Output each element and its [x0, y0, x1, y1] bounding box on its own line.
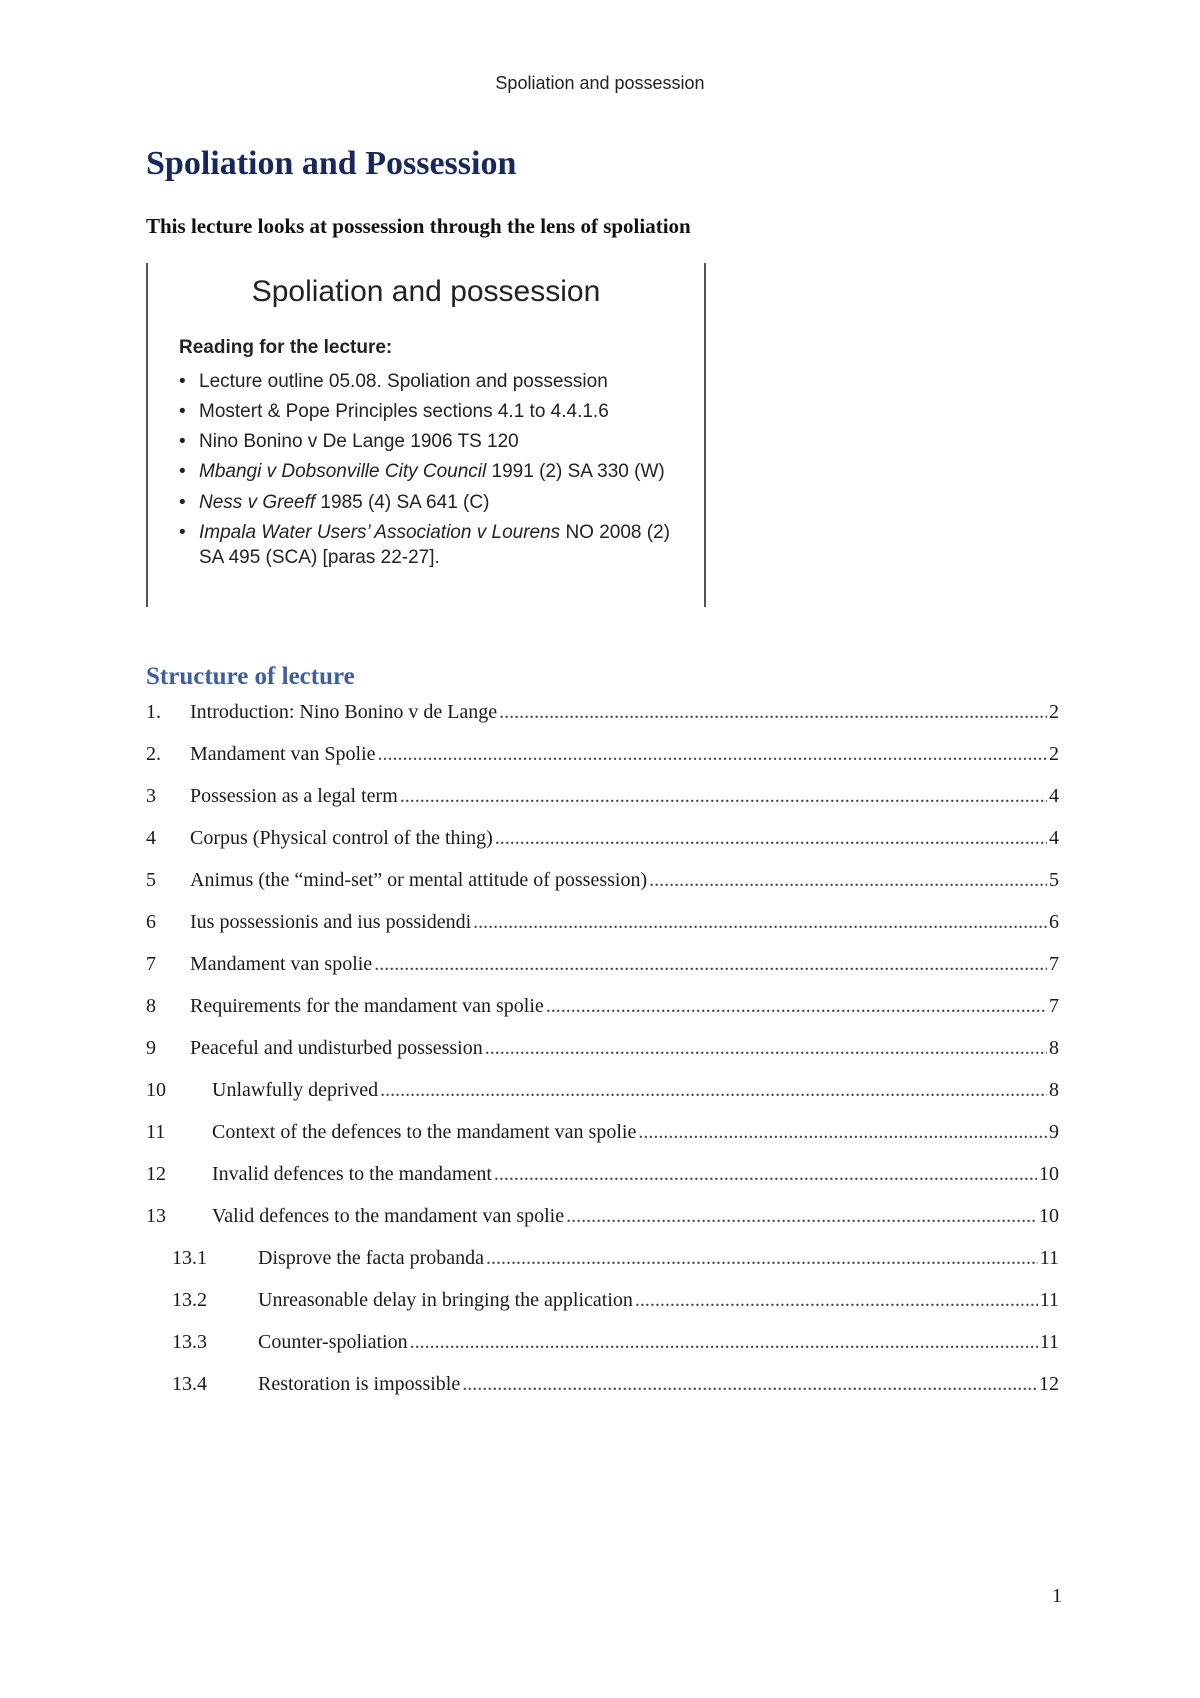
reading-item: • Mbangi v Dobsonville City Council 1991 (2) SA 330 (W) — [179, 459, 679, 484]
toc-subentry[interactable]: 13.3 Counter-spoliation ..... 11 — [146, 1327, 1059, 1357]
document-subtitle: This lecture looks at possession through the lens of spoliation — [146, 214, 691, 238]
toc-entry[interactable]: 8 Requirements for the mandament van spolie ..... 7 — [146, 991, 1059, 1021]
toc-subentry[interactable]: 13.2 Unreasonable delay in bringing the application ..... 11 — [146, 1285, 1059, 1315]
toc-entry[interactable]: 12 Invalid defences to the mandament ..... 10 — [146, 1159, 1059, 1189]
toc-subentry[interactable]: 13.1 Disprove the facta probanda ..... 11 — [146, 1243, 1059, 1273]
toc-entry[interactable]: 10 Unlawfully deprived ..... 8 — [146, 1075, 1059, 1105]
toc-heading: Structure of lecture — [146, 663, 355, 690]
slide-title: Spoliation and possession — [251, 275, 601, 308]
reading-item: • Mostert & Pope Principles sections 4.1 to 4.4.1.6 — [179, 399, 679, 424]
reading-item: • Nino Bonino v De Lange 1906 TS 120 — [179, 429, 679, 454]
reading-item: • Ness v Greeff 1985 (4) SA 641 (C) — [179, 490, 679, 515]
reading-item: • Impala Water Users’ Association v Lourens NO 2008 (2) SA 495 (SCA) [paras 22-27]. — [179, 520, 679, 570]
toc-subentry[interactable]: 13.4 Restoration is impossible ..... 12 — [146, 1369, 1059, 1399]
toc-entry[interactable]: 9 Peaceful and undisturbed possession ..... 8 — [146, 1033, 1059, 1063]
page-number: 1 — [1052, 1585, 1062, 1607]
toc-entry[interactable]: 6 Ius possessionis and ius possidendi ..... 6 — [146, 907, 1059, 937]
reading-item: • Lecture outline 05.08. Spoliation and possession — [179, 369, 679, 394]
running-header: Spoliation and possession — [495, 73, 705, 93]
toc-entry[interactable]: 13 Valid defences to the mandament van spolie ..... 10 — [146, 1201, 1059, 1231]
toc-entry[interactable]: 7 Mandament van spolie ..... 7 — [146, 949, 1059, 979]
reading-list — [179, 369, 679, 576]
toc-entry[interactable]: 11 Context of the defences to the mandament van spolie ..... 9 — [146, 1117, 1059, 1147]
lecture-slide-image — [146, 263, 706, 607]
slide-subhead: Reading for the lecture: — [179, 337, 393, 358]
toc-entry[interactable]: 5 Animus (the “mind-set” or mental attitude of possession) ..... 5 — [146, 865, 1059, 895]
toc-entry[interactable]: 1. Introduction: Nino Bonino v de Lange ..... 2 — [146, 697, 1059, 727]
toc-entry[interactable]: 4 Corpus (Physical control of the thing) ..... 4 — [146, 823, 1059, 853]
toc-entry[interactable]: 2. Mandament van Spolie ..... 2 — [146, 739, 1059, 769]
document-title: Spoliation and Possession — [146, 145, 517, 182]
toc-entry[interactable]: 3 Possession as a legal term ..... 4 — [146, 781, 1059, 811]
